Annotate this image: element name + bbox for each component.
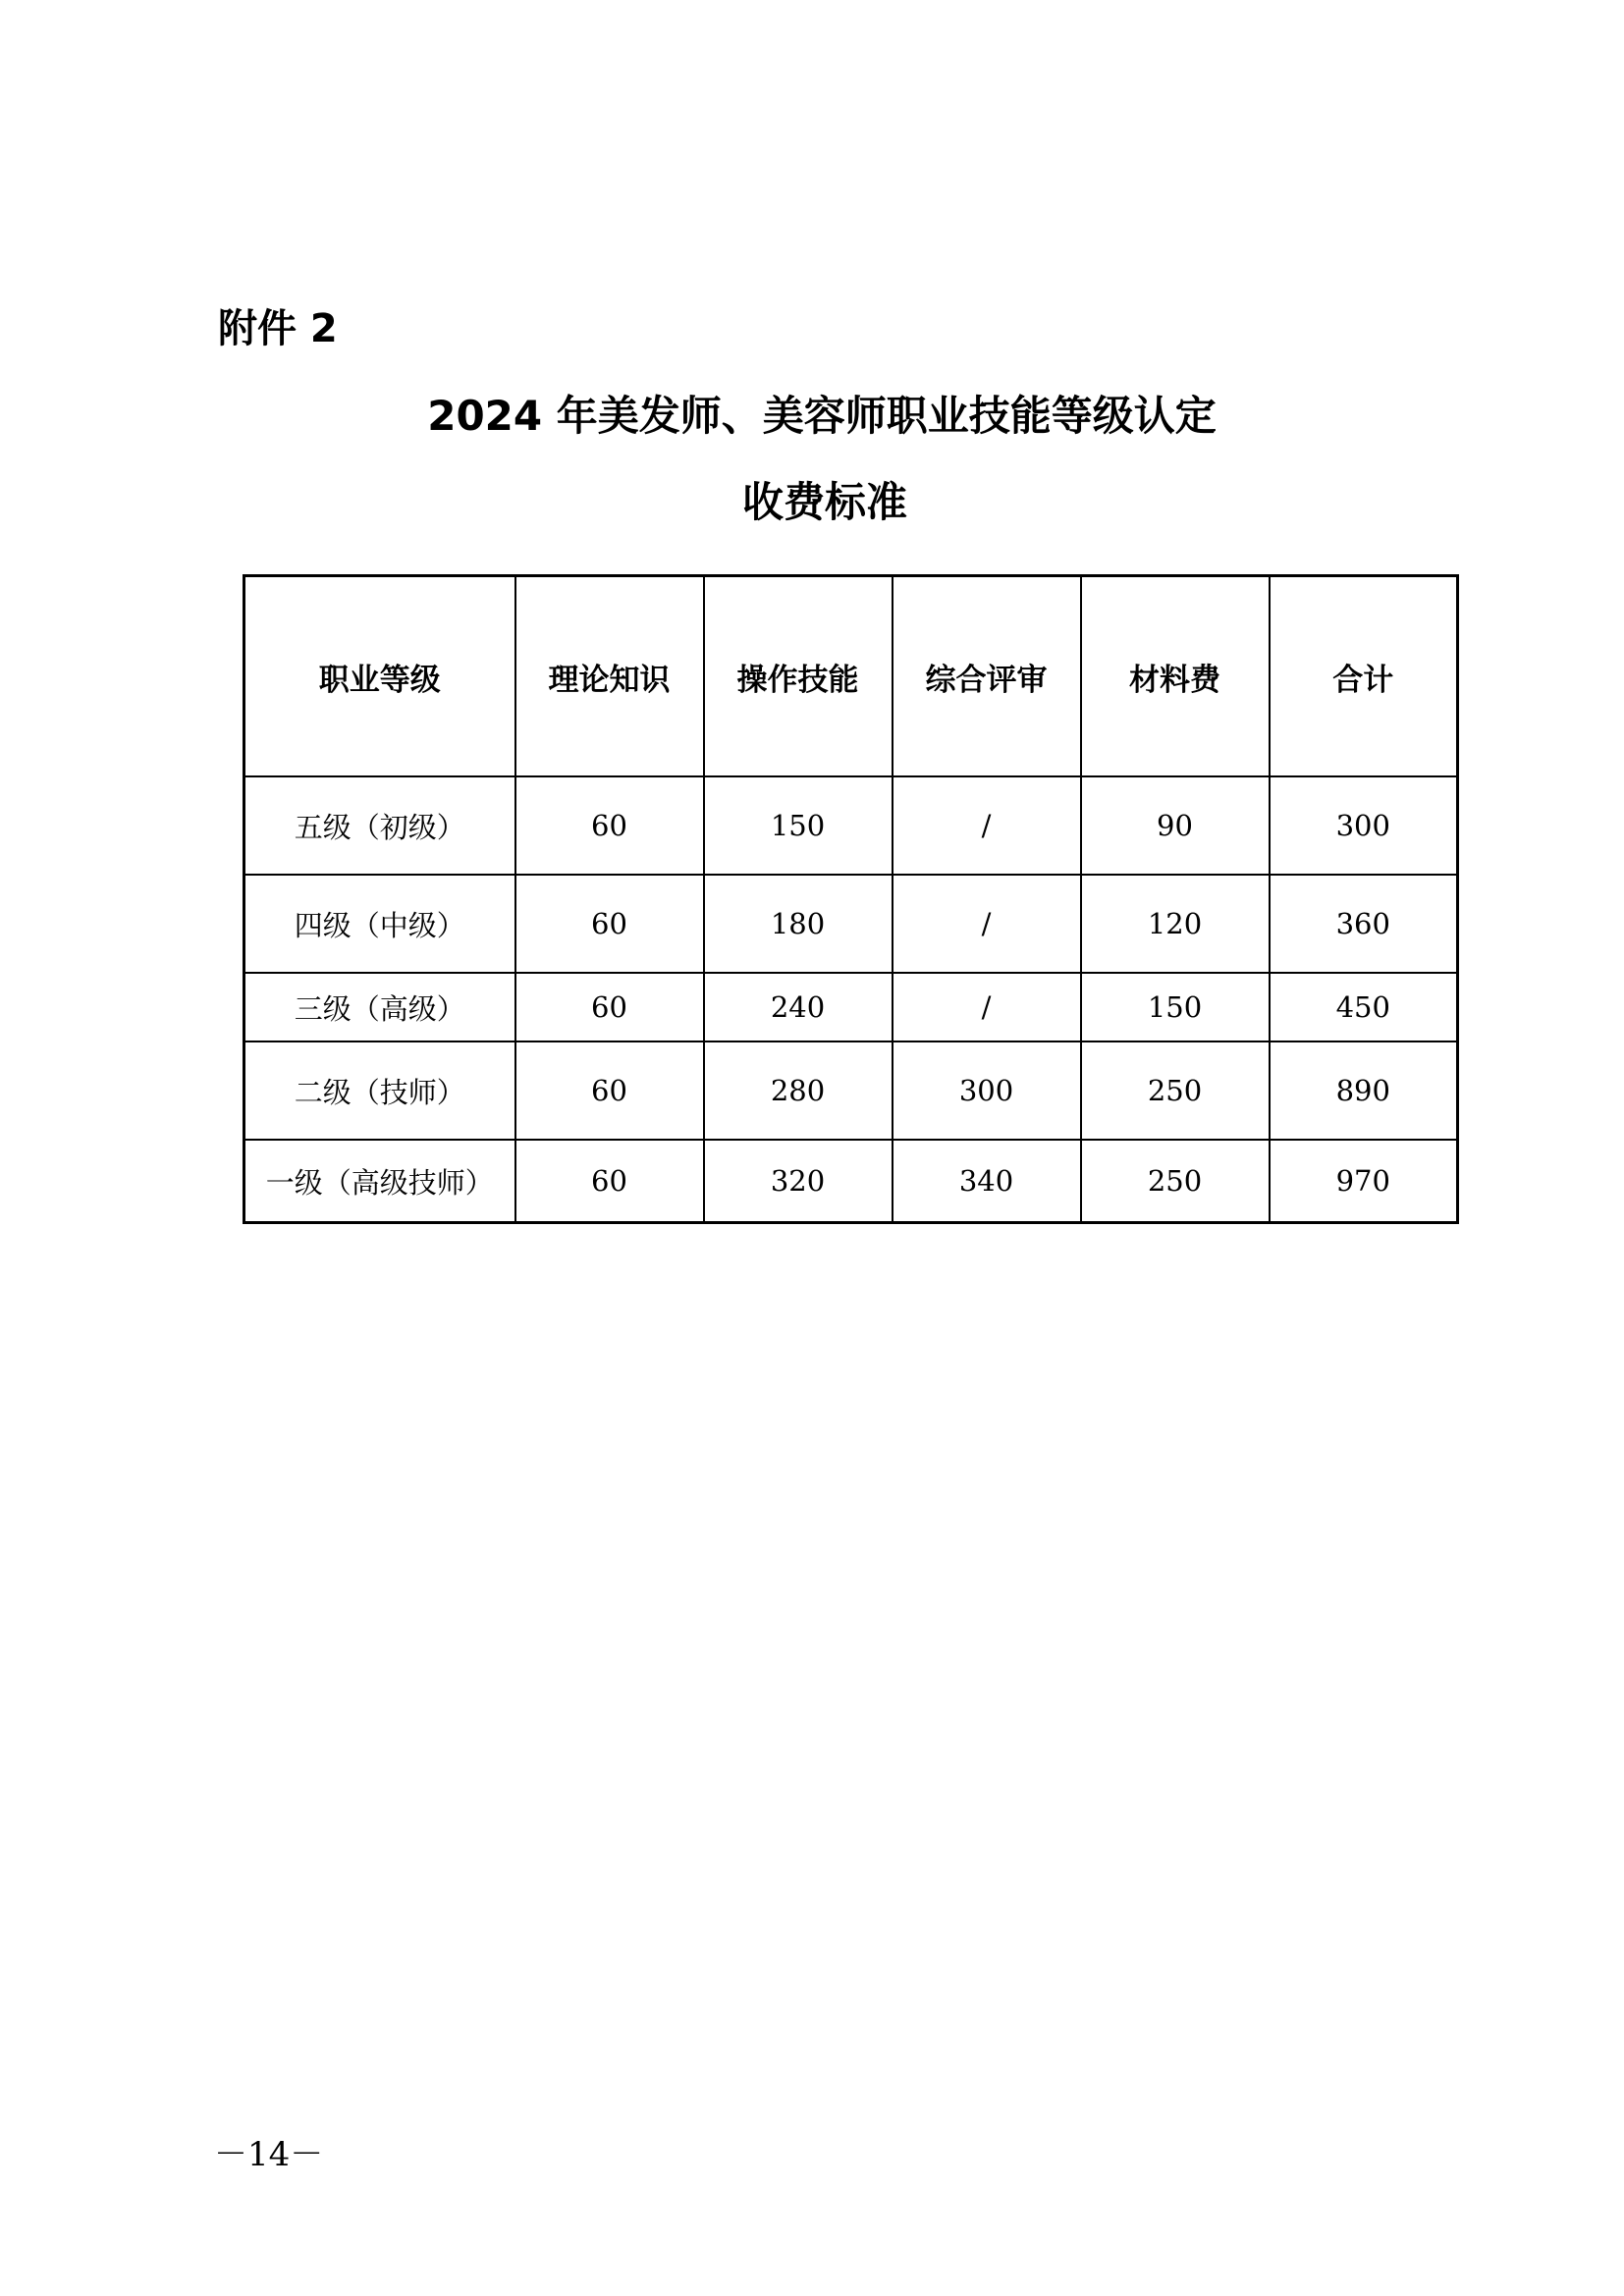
table-header-row <box>244 576 1458 777</box>
cell-total: 450 <box>1270 973 1458 1041</box>
cell-theory: 60 <box>515 776 704 875</box>
table-row <box>244 973 1458 1041</box>
header-material: 材料费 <box>1081 576 1270 777</box>
page-number: －14－ <box>214 2135 324 2174</box>
cell-total: 300 <box>1270 776 1458 875</box>
cell-level: 一级（高级技师） <box>244 1140 515 1223</box>
table-row <box>244 875 1458 973</box>
cell-theory: 60 <box>515 1140 704 1223</box>
cell-practical: 150 <box>704 776 893 875</box>
document-title: 2024 年美发师、美容师职业技能等级认定 <box>427 392 1217 440</box>
table-row <box>244 776 1458 875</box>
cell-level: 三级（高级） <box>244 973 515 1041</box>
cell-material: 120 <box>1081 875 1270 973</box>
cell-level: 四级（中级） <box>244 875 515 973</box>
cell-review: / <box>893 776 1081 875</box>
cell-material: 90 <box>1081 776 1270 875</box>
attachment-label: 附件 2 <box>218 306 338 351</box>
cell-material: 150 <box>1081 973 1270 1041</box>
cell-review: / <box>893 875 1081 973</box>
cell-level: 五级（初级） <box>244 776 515 875</box>
header-level: 职业等级 <box>244 576 515 777</box>
cell-material: 250 <box>1081 1041 1270 1140</box>
table-row <box>244 1041 1458 1140</box>
cell-review: 340 <box>893 1140 1081 1223</box>
cell-theory: 60 <box>515 875 704 973</box>
cell-review: 300 <box>893 1041 1081 1140</box>
header-total: 合计 <box>1270 576 1458 777</box>
cell-theory: 60 <box>515 973 704 1041</box>
cell-practical: 320 <box>704 1140 893 1223</box>
cell-total: 360 <box>1270 875 1458 973</box>
cell-total: 890 <box>1270 1041 1458 1140</box>
fee-standard-table <box>243 574 1459 1224</box>
header-practical: 操作技能 <box>704 576 893 777</box>
cell-practical: 280 <box>704 1041 893 1140</box>
cell-material: 250 <box>1081 1140 1270 1223</box>
cell-level: 二级（技师） <box>244 1041 515 1140</box>
table-row <box>244 1140 1458 1223</box>
cell-practical: 240 <box>704 973 893 1041</box>
cell-theory: 60 <box>515 1041 704 1140</box>
document-subtitle: 收费标准 <box>741 478 907 526</box>
header-theory: 理论知识 <box>515 576 704 777</box>
cell-total: 970 <box>1270 1140 1458 1223</box>
cell-review: / <box>893 973 1081 1041</box>
cell-practical: 180 <box>704 875 893 973</box>
header-review: 综合评审 <box>893 576 1081 777</box>
